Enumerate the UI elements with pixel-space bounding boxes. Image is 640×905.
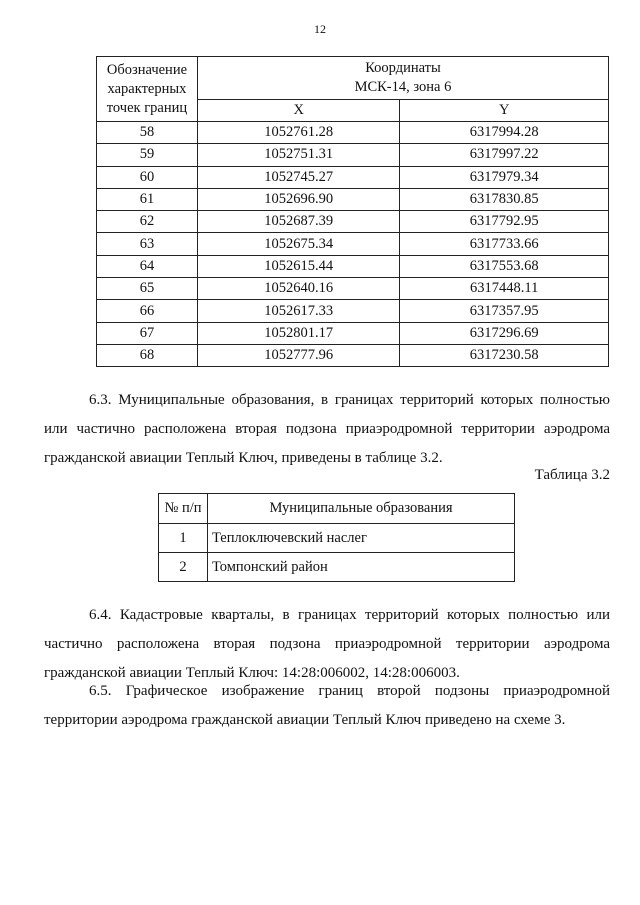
x-cell: 1052745.27	[197, 166, 400, 188]
x-column-header: X	[197, 100, 400, 122]
y-cell: 6317296.69	[400, 322, 609, 344]
x-cell: 1052751.31	[197, 144, 400, 166]
page-number: 12	[314, 22, 326, 36]
table-row	[97, 166, 609, 188]
table-row	[97, 322, 609, 344]
table-row	[97, 211, 609, 233]
table-row	[97, 122, 609, 144]
y-cell: 6317553.68	[400, 255, 609, 277]
point-cell: 60	[97, 166, 198, 188]
x-cell: 1052640.16	[197, 278, 400, 300]
x-cell: 1052615.44	[197, 255, 400, 277]
header-line: Обозначение	[106, 61, 188, 78]
y-cell: 6317230.58	[400, 344, 609, 366]
paragraph-6-5: 6.5. Графическое изображение границ второй подзоны приаэродромной территории аэродрома гражданской авиации Теплый Ключ приведено на схеме 3.	[44, 683, 610, 728]
municipality-name-cell: Томпонский район	[208, 553, 515, 582]
y-cell: 6317997.22	[400, 144, 609, 166]
x-cell: 1052617.33	[197, 300, 400, 322]
x-cell: 1052696.90	[197, 188, 400, 210]
point-cell: 68	[97, 344, 198, 366]
x-cell: 1052761.28	[197, 122, 400, 144]
table-row	[97, 255, 609, 277]
table-row	[97, 278, 609, 300]
table-row	[159, 553, 515, 582]
coordinates-table	[96, 56, 609, 367]
point-cell: 67	[97, 322, 198, 344]
paragraph-6-3: 6.3. Муниципальные образования, в границах территорий которых полностью или частично расположена вторая подзона приаэродромной территории аэродрома гражданской авиации Теплый Ключ, приведены в таблице 3.2.	[44, 392, 610, 466]
y-column-header: Y	[400, 100, 609, 122]
point-designation-header	[97, 57, 198, 122]
point-cell: 58	[97, 122, 198, 144]
number-cell: 1	[159, 524, 208, 553]
point-cell: 61	[97, 188, 198, 210]
header-line: точек границ	[106, 99, 188, 116]
point-cell: 59	[97, 144, 198, 166]
x-cell: 1052777.96	[197, 344, 400, 366]
y-cell: 6317448.11	[400, 278, 609, 300]
municipality-name-cell: Теплоключевский наслег	[208, 524, 515, 553]
point-cell: 65	[97, 278, 198, 300]
table-row	[97, 344, 609, 366]
point-cell: 66	[97, 300, 198, 322]
y-cell: 6317733.66	[400, 233, 609, 255]
table-row	[97, 188, 609, 210]
paragraph-6-4: 6.4. Кадастровые кварталы, в границах территорий которых полностью или частично расположена вторая подзона приаэродромной территории аэродрома гражданской авиации Теплый Ключ: 14:28:006002, 14:28:006003.	[44, 607, 610, 681]
point-cell: 62	[97, 211, 198, 233]
header-line: Координаты	[365, 60, 441, 76]
name-column-header: Муниципальные образования	[208, 494, 515, 524]
header-line: характерных	[107, 80, 187, 97]
header-line: МСК-14, зона 6	[354, 79, 452, 95]
y-cell: 6317357.95	[400, 300, 609, 322]
table-row	[97, 233, 609, 255]
number-cell: 2	[159, 553, 208, 582]
y-cell: 6317994.28	[400, 122, 609, 144]
point-cell: 64	[97, 255, 198, 277]
municipalities-table	[158, 493, 515, 582]
x-cell: 1052687.39	[197, 211, 400, 233]
point-cell: 63	[97, 233, 198, 255]
number-column-header: № п/п	[159, 494, 208, 524]
x-cell: 1052801.17	[197, 322, 400, 344]
table-row	[97, 144, 609, 166]
y-cell: 6317830.85	[400, 188, 609, 210]
table-caption: Таблица 3.2	[534, 467, 610, 483]
y-cell: 6317792.95	[400, 211, 609, 233]
y-cell: 6317979.34	[400, 166, 609, 188]
x-cell: 1052675.34	[197, 233, 400, 255]
table-row	[159, 524, 515, 553]
coordinates-group-header	[197, 57, 608, 100]
table-row	[97, 300, 609, 322]
